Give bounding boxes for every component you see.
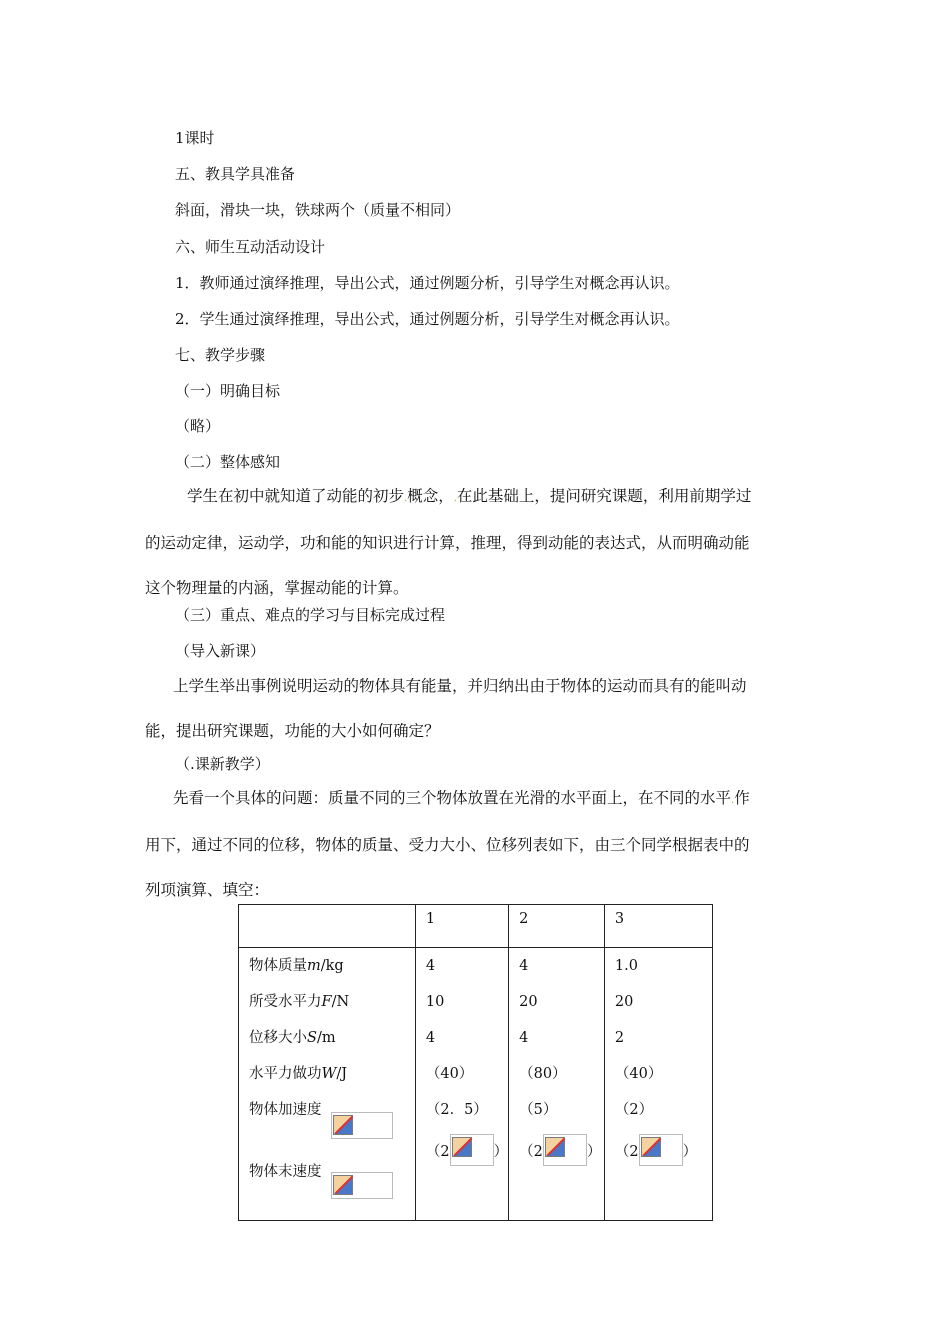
table-cell: 4 bbox=[425, 958, 436, 974]
table-cell: （80） bbox=[519, 1066, 567, 1082]
paragraph-problem: 先看一个具体的问题：质量不同的三个物体放置在光滑的水平面上，在不同的水平.作 用下，通过不同的位移，物体的质量、受力大小、位移列表如下，由三个同学根据表中的 列项演算、填空： bbox=[145, 776, 815, 913]
broken-image-icon bbox=[331, 1172, 393, 1199]
table-cell: 4 bbox=[425, 1030, 436, 1046]
data-table bbox=[238, 904, 713, 1221]
para-text: 的运动定律，运动学，功和能的知识进行计算，推理，得到动能的表达式，从而明确动能 bbox=[145, 534, 750, 552]
sub-heading: （二）整体感知 bbox=[175, 453, 281, 471]
para-text: 上学生举出事例说明运动的物体具有能量，并归纳出由于物体的运动而具有的能叫动 bbox=[173, 677, 747, 695]
section-heading: 五、教具学具准备 bbox=[175, 165, 296, 183]
row-label: 物体质量m/kg bbox=[249, 958, 344, 974]
table-cell: 20 bbox=[519, 994, 538, 1010]
paragraph-overview: 学生在初中就知道了动能的初步.概念，.在此基础上，提问研究课题，利用前期学过 的运动定律，运动学，功和能的知识进行计算，推理，得到动能的表达式，从而明确动能 这个物理量的内涵，掌握动能的计算。 bbox=[145, 474, 815, 611]
table-cell: （2 ） bbox=[519, 1134, 604, 1170]
sub-heading: （三）重点、难点的学习与目标完成过程 bbox=[175, 606, 446, 624]
row-label: 位移大小S/m bbox=[249, 1030, 336, 1046]
table-cell: 4 bbox=[519, 958, 529, 974]
table-header-cell: 2 bbox=[509, 905, 605, 948]
paragraph-intro bbox=[145, 664, 815, 754]
table-cell: 1.0 bbox=[614, 958, 638, 974]
broken-image-icon bbox=[639, 1134, 683, 1166]
row-label: 所受水平力F/N bbox=[249, 994, 350, 1010]
text-line: （略） bbox=[175, 417, 221, 435]
broken-image-icon bbox=[331, 1112, 393, 1139]
row-label: 物体加速度 bbox=[249, 1098, 415, 1142]
broken-image-icon bbox=[450, 1134, 494, 1166]
para-text: 列项演算、填空： bbox=[145, 881, 270, 899]
table-header-row bbox=[239, 905, 713, 948]
table-cell: （40） bbox=[425, 1066, 474, 1082]
sub-heading: （导入新课） bbox=[175, 642, 266, 660]
section-heading: 六、师生互动活动设计 bbox=[175, 238, 326, 256]
table-cell: 20 bbox=[614, 994, 634, 1010]
table-cell: （2 ） bbox=[615, 1134, 712, 1170]
column-1 bbox=[415, 948, 508, 1221]
table-header-cell: 3 bbox=[604, 905, 712, 948]
para-text: 在此基础上，提问研究课题，利用前期学过 bbox=[456, 487, 752, 505]
table-body-row bbox=[239, 948, 713, 1221]
para-text: 用下，通过不同的位移，物体的质量、受力大小、位移列表如下，由三个同学根据表中的 bbox=[145, 836, 750, 854]
table-cell: 4 bbox=[519, 1030, 529, 1046]
column-3 bbox=[604, 948, 712, 1221]
text-line: 2．学生通过演绎推理，导出公式，通过例题分析，引导学生对概念再认识。 bbox=[175, 310, 680, 328]
text-line: 斜面，滑块一块，铁球两个（质量不相同） bbox=[175, 201, 461, 219]
text-line: 1．教师通过演绎推理，导出公式，通过例题分析，引导学生对概念再认识。 bbox=[175, 274, 680, 292]
table-cell: （2 ） bbox=[426, 1134, 508, 1170]
sub-heading: （.课新教学） bbox=[175, 755, 270, 773]
para-text: 这个物理量的内涵，掌握动能的计算。 bbox=[145, 579, 409, 597]
row-label: 物体末速度 bbox=[249, 1142, 415, 1220]
broken-image-icon bbox=[543, 1134, 587, 1166]
table-cell: （2） bbox=[614, 1102, 654, 1118]
table-cell: 2 bbox=[614, 1030, 625, 1046]
table-header-cell bbox=[239, 905, 416, 948]
column-2 bbox=[509, 948, 605, 1221]
text-line: 1课时 bbox=[175, 129, 215, 147]
table-header-cell: 1 bbox=[415, 905, 508, 948]
table-cell: 10 bbox=[425, 994, 445, 1010]
label-column bbox=[239, 948, 416, 1221]
para-text: 能，提出研究课题，功能的大小如何确定？ bbox=[145, 722, 440, 740]
sub-heading: （一）明确目标 bbox=[175, 382, 281, 400]
table-cell: （40） bbox=[614, 1066, 663, 1082]
table-cell: （2．5） bbox=[425, 1102, 488, 1118]
para-text: 学生在初中就知道了动能的初步 bbox=[187, 487, 405, 505]
para-text: 作 bbox=[734, 789, 750, 807]
para-text: 概念， bbox=[407, 487, 454, 505]
para-text: 先看一个具体的问题：质量不同的三个物体放置在光滑的水平面上，在不同的水平 bbox=[173, 789, 732, 807]
section-heading: 七、教学步骤 bbox=[175, 346, 266, 364]
table-cell: （5） bbox=[519, 1102, 558, 1118]
row-label: 水平力做功W/J bbox=[249, 1066, 348, 1082]
